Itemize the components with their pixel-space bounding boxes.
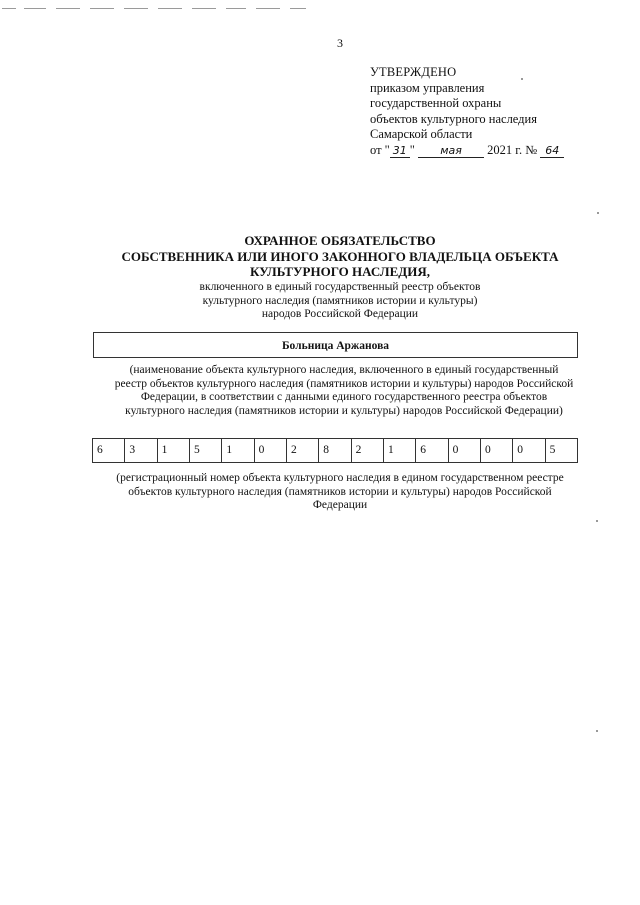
reg-digit-cell: 5 [190, 439, 222, 462]
registration-number-caption [95, 472, 585, 513]
caption-line: (регистрационный номер объекта культурного наследия в едином государственном реестре [116, 472, 564, 484]
handwritten-number: 64 [540, 145, 564, 158]
document-subtitle [80, 281, 600, 322]
handwritten-day: 31 [390, 145, 410, 158]
scan-speck [597, 212, 599, 214]
caption-line: реестр объектов культурного наследия (памятников истории и культуры) народов Российской [114, 377, 574, 390]
reg-digit-cell: 2 [352, 439, 384, 462]
scan-artifact [192, 8, 216, 9]
date-quote: " [409, 142, 415, 157]
reg-digit-cell: 2 [287, 439, 319, 462]
reg-digit-cell: 1 [158, 439, 190, 462]
caption-line: Федерации [312, 499, 368, 512]
scan-speck [596, 520, 598, 522]
caption-line: (наименование объекта культурного наследия, включенного в единый государственный [129, 364, 559, 376]
handwritten-month: мая [418, 145, 484, 158]
approval-heading: УТВЕРЖДЕНО [370, 65, 457, 79]
approval-block [370, 65, 564, 158]
object-name-caption [88, 364, 600, 418]
caption-line: Федерации, в соответствии с данными единого государственного реестра объектов [140, 391, 548, 404]
scan-artifact [226, 8, 246, 9]
reg-digit-cell: 6 [93, 439, 125, 462]
approval-line: приказом управления [370, 80, 485, 95]
date-year: 2021 г. № [487, 142, 538, 157]
scan-speck [521, 78, 523, 80]
reg-digit-cell: 3 [125, 439, 157, 462]
reg-digit-cell: 5 [549, 444, 556, 456]
approval-line: объектов культурного наследия [370, 111, 537, 126]
registration-number-grid [92, 438, 578, 463]
scan-artifact [290, 8, 306, 9]
scan-artifact [24, 8, 46, 9]
document-title [80, 233, 600, 280]
scan-artifact [256, 8, 280, 9]
page-number: 3 [337, 36, 343, 50]
reg-digit-cell: 8 [319, 439, 351, 462]
approval-date-line [370, 143, 564, 159]
scan-artifact [2, 8, 16, 9]
reg-digit-cell: 1 [222, 439, 254, 462]
object-name-field: Больница Аржанова [93, 332, 578, 358]
subtitle-line: народов Российской Федерации [261, 308, 419, 320]
scan-artifact [124, 8, 148, 9]
title-line: СОБСТВЕННИКА ИЛИ ИНОГО ЗАКОННОГО ВЛАДЕЛЬЦА ОБЪЕКТА [121, 248, 559, 264]
caption-line: культурного наследия (памятников истории и культуры) народов Российской Федерации) [125, 404, 563, 417]
title-line: ОХРАННОЕ ОБЯЗАТЕЛЬСТВО [244, 233, 436, 248]
title-line: КУЛЬТУРНОГО НАСЛЕДИЯ, [250, 264, 430, 279]
reg-digit-cell: 0 [449, 439, 481, 462]
approval-line: Самарской области [370, 127, 473, 141]
scan-speck [596, 730, 598, 732]
reg-digit-cell: 6 [416, 439, 448, 462]
reg-digit-cell: 0 [513, 439, 545, 462]
scan-artifact [90, 8, 114, 9]
scan-artifact [56, 8, 80, 9]
approval-line: государственной охраны [370, 96, 502, 110]
date-prefix: от " [370, 142, 390, 157]
reg-digit-cell: 0 [481, 439, 513, 462]
reg-digit-cell: 1 [384, 439, 416, 462]
reg-digit-cell: 0 [255, 439, 287, 462]
caption-line: объектов культурного наследия (памятников истории и культуры) народов Российской [128, 485, 552, 498]
subtitle-line: культурного наследия (памятников истории и культуры) [202, 294, 478, 307]
subtitle-line: включенного в единый государственный реестр объектов [199, 281, 481, 293]
scan-artifact [158, 8, 182, 9]
